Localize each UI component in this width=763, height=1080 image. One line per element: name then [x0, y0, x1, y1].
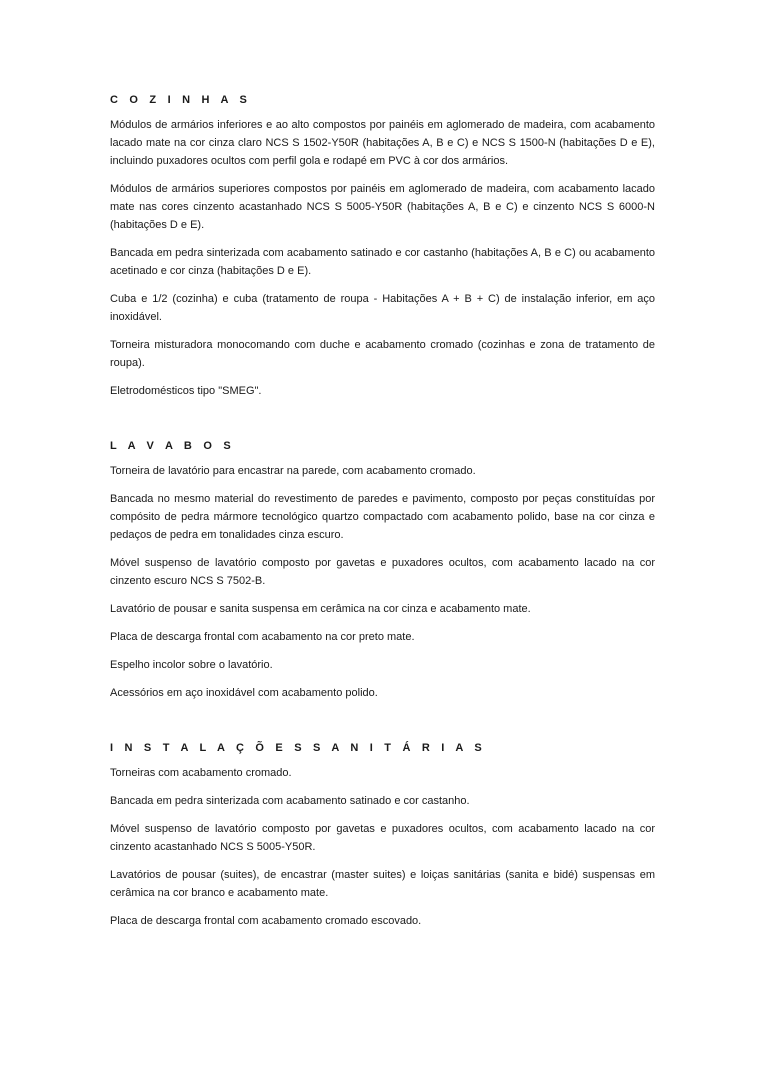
paragraph: Bancada em pedra sinterizada com acabamento satinado e cor castanho (habitações A, B e C) ou acabamento acetinado e cor cinza (habitações D e E). — [110, 247, 655, 277]
paragraph: Bancada no mesmo material do revestimento de paredes e pavimento, composto por peças constituídas por compósito de pedra mármore tecnológico quartzo compactado com acabamento polido, base na cor cinza e pedaços de pedra em tonalidades cinza escuro. — [110, 493, 655, 541]
paragraph: Cuba e 1/2 (cozinha) e cuba (tratamento de roupa - Habitações A + B + C) de instalação inferior, em aço inoxidável. — [110, 293, 655, 323]
section-cozinhas — [110, 92, 655, 400]
paragraph: Módulos de armários inferiores e ao alto compostos por painéis em aglomerado de madeira, com acabamento lacado mate na cor cinza claro NCS S 1502-Y50R (habitações A, B e C) e NCS S 1500-N (habitações D e E), incluindo puxadores ocultos com perfil gola e rodapé em PVC à cor dos armários. — [110, 119, 655, 167]
paragraph: Placa de descarga frontal com acabamento cromado escovado. — [110, 915, 422, 927]
paragraph: Acessórios em aço inoxidável com acabamento polido. — [110, 687, 378, 699]
paragraph: Placa de descarga frontal com acabamento na cor preto mate. — [110, 631, 415, 643]
section-heading: I N S T A L A Ç Õ E S S A N I T Á R I A S — [110, 742, 486, 754]
section-instalacoes-sanitarias — [110, 740, 655, 930]
section-lavabos — [110, 438, 655, 702]
paragraph: Móvel suspenso de lavatório composto por gavetas e puxadores ocultos, com acabamento lacado na cor cinzento acastanhado NCS S 5005-Y50R. — [110, 823, 655, 853]
document-body — [110, 92, 655, 940]
section-heading: C O Z I N H A S — [110, 94, 252, 106]
paragraph: Torneira de lavatório para encastrar na parede, com acabamento cromado. — [110, 465, 476, 477]
paragraph: Torneira misturadora monocomando com duche e acabamento cromado (cozinhas e zona de tratamento de roupa). — [110, 339, 655, 369]
paragraph: Bancada em pedra sinterizada com acabamento satinado e cor castanho. — [110, 795, 470, 807]
paragraph: Módulos de armários superiores compostos por painéis em aglomerado de madeira, com acabamento lacado mate nas cores cinzento acastanhado NCS S 5005-Y50R (habitações A, B e C) e cinzento NCS S 6000-N (habitações D e E). — [110, 183, 655, 231]
section-heading: L A V A B O S — [110, 440, 235, 452]
paragraph: Móvel suspenso de lavatório composto por gavetas e puxadores ocultos, com acabamento lacado na cor cinzento escuro NCS S 7502-B. — [110, 557, 655, 587]
paragraph: Lavatórios de pousar (suites), de encastrar (master suites) e loiças sanitárias (sanita e bidé) suspensas em cerâmica na cor branco e acabamento mate. — [110, 869, 655, 899]
paragraph: Torneiras com acabamento cromado. — [110, 767, 292, 779]
paragraph: Espelho incolor sobre o lavatório. — [110, 659, 273, 671]
paragraph: Eletrodomésticos tipo "SMEG". — [110, 385, 262, 397]
paragraph: Lavatório de pousar e sanita suspensa em cerâmica na cor cinza e acabamento mate. — [110, 603, 531, 615]
